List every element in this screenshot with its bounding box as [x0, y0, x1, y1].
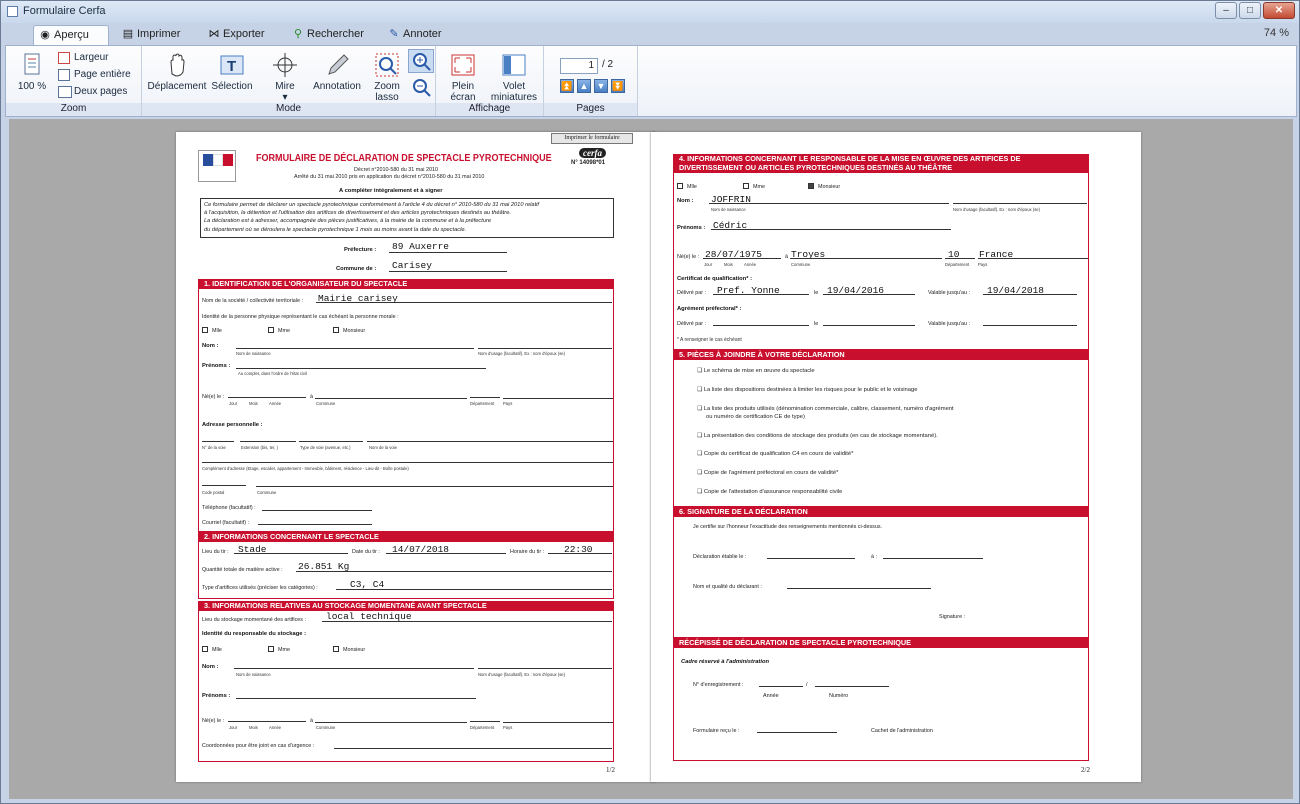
monsieur-label: Monsieur — [343, 328, 366, 334]
mois-hint: Mois — [249, 401, 258, 406]
recu-le-label: Formulaire reçu le : — [693, 728, 740, 734]
nom-usage-hint-2: Nom d'usage (facultatif). Ex : nom d'époux (se) — [478, 672, 566, 677]
mlle-checkbox[interactable] — [202, 327, 208, 333]
type-artifices-value[interactable]: C3, C4 — [350, 579, 385, 590]
birthplace-field[interactable] — [315, 398, 467, 399]
responsable-stockage-label: Identité du responsable du stockage : — [202, 631, 307, 637]
tab-label: Rechercher — [307, 28, 364, 40]
zoom-lasso-label-1: Zoom — [374, 81, 400, 92]
quantite-value[interactable]: 26.851 Kg — [298, 561, 350, 572]
intro-line: Ce formulaire permet de déclarer un spectacle pyrotechnique conformément à l'article 4 du décret n° 2010-580 du 31 mai 2010 relatif — [204, 202, 540, 208]
field-line — [790, 258, 942, 259]
date-tir-value[interactable]: 14/07/2018 — [392, 544, 450, 555]
type-artifices-label: Type d'artifices utilisés (préciser les catégories) : — [202, 585, 318, 591]
next-page-button[interactable] — [594, 79, 608, 93]
plein-label-1: Plein — [451, 81, 475, 92]
lieu-tir-value[interactable]: Stade — [238, 544, 267, 555]
nom-usage-field-2[interactable] — [478, 668, 612, 669]
crosshair-icon — [272, 52, 298, 78]
pays-hint-2: Pays — [503, 725, 513, 730]
last-page-button[interactable] — [611, 79, 625, 93]
tab-label: Exporter — [223, 28, 265, 40]
a-label-3: à — [785, 254, 788, 260]
nom-label-2: Nom : — [202, 664, 219, 670]
birthdate-field[interactable] — [228, 392, 306, 398]
print-form-button[interactable]: Imprimer le formulaire — [551, 133, 633, 144]
country-field[interactable] — [503, 398, 613, 399]
thumbnails-icon — [501, 52, 527, 78]
code-postal-hint: Code postal — [202, 490, 225, 495]
birthdate-value[interactable]: 28/07/1975 — [705, 249, 763, 260]
prenoms-value[interactable]: Cédric — [713, 220, 748, 231]
mire-label: Mire — [275, 81, 295, 92]
chevron-down-icon: ▼ — [596, 81, 606, 91]
field-line — [978, 258, 1088, 259]
page-1 — [176, 132, 656, 782]
mme-checkbox-2[interactable] — [268, 646, 274, 652]
nom-usage-field[interactable] — [478, 348, 612, 349]
nom-usage-hint-3: Nom d'usage (facultatif). Ex : nom d'époux (se) — [953, 207, 1041, 212]
prenoms-hint: Au complet, dans l'ordre de l'état civil — [238, 371, 307, 376]
piece-item-cont: ou numéro de certification CE de type) — [706, 414, 805, 420]
double-chevron-up-icon: ⏫ — [561, 81, 573, 91]
etablie-date-field[interactable] — [767, 558, 855, 559]
field-line — [234, 553, 348, 554]
dept-field[interactable] — [470, 392, 500, 398]
intro-line: à l'acquisition, la détention et l'utilisation des artifices de divertissement et des articles pyrotechniques destinés au théâtre. — [204, 210, 511, 217]
monsieur-checkbox[interactable] — [333, 327, 339, 333]
group-pages — [544, 46, 638, 116]
commune-hint-4: Commune — [791, 262, 811, 267]
eye-icon: ◉ — [40, 29, 50, 41]
telephone-label: Téléphone (facultatif) : — [202, 505, 256, 511]
field-line — [709, 203, 949, 204]
societe-value[interactable]: Mairie carisey — [318, 293, 398, 304]
page-icon — [58, 69, 70, 81]
selection-label: Sélection — [211, 81, 253, 92]
code-postal-field[interactable] — [202, 480, 246, 486]
valable-label: Valable jusqu'au : — [928, 290, 970, 296]
zoom-out-icon — [410, 76, 432, 98]
birthplace-value[interactable]: Troyes — [791, 249, 826, 260]
instruction: A compléter intégralement et à signer — [339, 188, 443, 194]
departement-hint: Département — [470, 401, 495, 406]
complement-field[interactable] — [202, 462, 613, 463]
section-1-header: 1. IDENTIFICATION DE L'ORGANISATEUR DU SPECTACLE — [198, 279, 614, 288]
delivre-par-label-2: Délivré par : — [677, 321, 707, 327]
fullscreen-icon — [450, 52, 476, 78]
recepisse-header: RÉCÉPISSÉ DE DÉCLARATION DE SPECTACLE PYROTECHNIQUE — [673, 638, 1089, 647]
pays-hint: Pays — [503, 401, 513, 406]
field-line — [823, 294, 915, 295]
piece-text: Copie de l'attestation d'assurance responsabilité civile — [703, 489, 843, 495]
close-button[interactable]: ✕ — [1263, 2, 1295, 19]
field-line — [711, 229, 951, 230]
piece-text: La liste des dispositions destinées à limiter les risques pour le public et le voisinage — [703, 387, 918, 393]
piece-text: Copie du certificat de qualification C4 en cours de validité* — [703, 451, 854, 457]
dept-field-2[interactable] — [470, 716, 500, 722]
commune-field[interactable] — [256, 486, 613, 487]
jour-hint-2: Jour — [229, 725, 238, 730]
zoom-percent: 74 % — [1263, 27, 1289, 39]
jour-hint-3: Jour — [704, 262, 713, 267]
field-line — [389, 271, 507, 272]
ne-le-label-2: Né(e) le : — [202, 718, 225, 724]
zoom-out-button[interactable] — [408, 76, 434, 100]
page-entiere-button[interactable] — [58, 68, 131, 82]
piece-item: ❏ Copie du certificat de qualification C4 en cours de validité* — [697, 451, 854, 457]
arrete-line: Arrêté du 31 mai 2010 pris en application du décret n°2010-580 du 31 mai 2010 — [294, 174, 485, 180]
field-line — [983, 294, 1077, 295]
num-voie-field[interactable] — [202, 441, 234, 442]
intro-box — [200, 198, 614, 238]
commune-hint-2: Commune — [257, 490, 277, 495]
cadre-label: Cadre réservé à l'administration — [681, 659, 770, 665]
zoom-value: 100 % — [17, 81, 47, 92]
page-entiere-label: Page entière — [74, 69, 131, 80]
field-line — [389, 252, 507, 253]
piece-item: ❏ La liste des produits utilisés (dénomination commerciale, calibre, classement, numéro d'agrément — [697, 406, 954, 412]
date-tir-label: Date du tir : — [352, 549, 380, 555]
field-line — [548, 553, 612, 554]
telephone-field[interactable] — [262, 510, 372, 511]
zoom-in-button[interactable] — [408, 49, 434, 73]
plein-label-2: écran — [450, 92, 476, 103]
piece-item: ❏ Copie de l'agrément préfectoral en cours de validité* — [697, 470, 839, 476]
width-icon — [58, 52, 70, 64]
nom-voie-hint: Nom de la voie — [369, 445, 397, 450]
nom-label-3: Nom : — [677, 198, 694, 204]
n-enregistrement-label: N° d'enregistrement : — [693, 682, 744, 688]
piece-text: Le schéma de mise en œuvre du spectacle — [703, 368, 815, 374]
tab-exporter[interactable] — [203, 25, 283, 45]
page-zoom-icon — [19, 52, 45, 78]
section-1-box — [198, 288, 614, 532]
page-2 — [651, 132, 1141, 782]
lieu-stockage-label: Lieu du stockage momentané des artifices : — [202, 617, 306, 623]
a-lieu-label: à : — [871, 554, 877, 560]
annee-field[interactable] — [759, 686, 803, 687]
prenoms-field[interactable] — [236, 368, 486, 369]
volet-miniatures-button[interactable] — [488, 52, 540, 103]
group-label-zoom: Zoom — [6, 103, 141, 116]
field-line — [945, 258, 975, 259]
le-label-2: le — [814, 321, 819, 327]
deux-pages-label: Deux pages — [74, 86, 128, 97]
mlle-label-2: Mlle — [212, 647, 222, 653]
mlle-checkbox-3[interactable] — [677, 183, 683, 189]
largeur-button[interactable] — [58, 51, 108, 65]
certificat-valable-value[interactable]: 19/04/2018 — [987, 285, 1045, 296]
zoom-100-button[interactable] — [12, 52, 52, 92]
section-4-header — [673, 154, 1089, 172]
mme-checkbox-3[interactable] — [743, 183, 749, 189]
nom-qualite-label: Nom et qualité du déclarant : — [693, 584, 762, 590]
prenoms-label-3: Prénoms : — [677, 225, 706, 231]
mme-checkbox[interactable] — [268, 327, 274, 333]
etablie-label: Déclaration établie le : — [693, 554, 747, 560]
n-voie-hint: N° de la voie — [202, 445, 226, 450]
certificat-date-value[interactable]: 19/04/2016 — [827, 285, 885, 296]
largeur-label: Largeur — [74, 52, 109, 63]
field-line — [296, 571, 612, 572]
prefecture-value[interactable]: 89 Auxerre — [392, 241, 450, 252]
maximize-button[interactable]: □ — [1239, 2, 1261, 19]
mois-hint-3: Mois — [724, 262, 733, 267]
recu-le-field[interactable] — [757, 732, 837, 733]
adresse-label: Adresse personnelle : — [202, 422, 263, 428]
annee-hint-2: Année — [269, 725, 282, 730]
horaire-value[interactable]: 22:30 — [564, 544, 593, 555]
chevron-up-icon: ▲ — [579, 81, 589, 91]
document-viewer[interactable] — [9, 119, 1293, 799]
mlle-checkbox-2[interactable] — [202, 646, 208, 652]
mme-label-3: Mme — [753, 184, 765, 190]
zoom-in-icon — [410, 50, 432, 72]
minimize-button[interactable]: – — [1215, 2, 1237, 19]
field-line — [316, 302, 612, 303]
country-field-2[interactable] — [503, 722, 613, 723]
annotation-button[interactable] — [310, 52, 364, 92]
piece-item: ❏ Copie de l'attestation d'assurance responsabilité civile — [697, 489, 843, 495]
first-page-button[interactable] — [560, 79, 574, 93]
text-cursor-icon — [219, 52, 245, 78]
dept-value[interactable]: 10 — [948, 249, 960, 260]
nom-naissance-hint-3: Nom de naissance — [711, 207, 746, 212]
app-icon — [7, 6, 18, 17]
selection-button[interactable] — [208, 52, 256, 92]
mme-label: Mme — [278, 328, 290, 334]
cerfa-number: N° 14098*01 — [571, 160, 606, 166]
monsieur-checkbox-3[interactable] — [808, 183, 814, 189]
extension-field[interactable] — [240, 441, 296, 442]
monsieur-label-2: Monsieur — [343, 647, 366, 653]
annee-hint-3: Année — [744, 262, 757, 267]
identity-label: Identité de la personne physique représentant le cas échéant la personne morale : — [202, 314, 399, 320]
agrement-date-field[interactable] — [823, 325, 915, 326]
commune-value[interactable]: Carisey — [392, 260, 432, 271]
piece-item: ❏ Le schéma de mise en œuvre du spectacle — [697, 368, 815, 374]
plein-ecran-button[interactable] — [442, 52, 484, 103]
agrement-valable-field[interactable] — [983, 325, 1077, 326]
annee-hint: Année — [269, 401, 282, 406]
prefecture-label: Préfecture : — [344, 247, 377, 253]
section-6-header: 6. SIGNATURE DE LA DÉCLARATION — [673, 507, 1089, 516]
certificat-label: Certificat de qualification* : — [677, 276, 753, 282]
courriel-field[interactable] — [258, 524, 372, 525]
group-mode — [142, 46, 436, 116]
nom-usage-field-3[interactable] — [953, 203, 1087, 204]
piece-text: La liste des produits utilisés (dénomination commerciale, calibre, classement, numéro d'agrément — [703, 406, 954, 412]
double-chevron-down-icon: ⏬ — [612, 81, 624, 91]
nom-naissance-hint-2: Nom de naissance — [236, 672, 271, 677]
deplacement-button[interactable] — [146, 52, 208, 92]
departement-hint-3: Département — [945, 262, 970, 267]
nom-qualite-field[interactable] — [787, 588, 931, 589]
nom-naissance-hint: Nom de naissance — [236, 351, 271, 356]
group-label-pages: Pages — [544, 103, 637, 116]
valable-label-2: Valable jusqu'au : — [928, 321, 970, 327]
commune-hint: Commune — [316, 401, 336, 406]
lieu-tir-label: Lieu du tir : — [202, 549, 229, 555]
horaire-label: Horaire du tir : — [510, 549, 545, 555]
agrement-delivre-field[interactable] — [713, 325, 809, 326]
piece-item: ❏ La présentation des conditions de stockage des produits (en cas de stockage momentané). — [697, 433, 938, 439]
decret-line: Décret n°2010-580 du 31 mai 2010 — [354, 167, 438, 173]
societe-label: Nom de la société / collectivité territoriale : — [202, 298, 303, 304]
field-line — [336, 589, 612, 590]
prenoms-label: Prénoms : — [202, 363, 231, 369]
commune-hint-3: Commune — [316, 725, 336, 730]
page-number-input[interactable]: 1 — [560, 58, 598, 74]
pays-hint-3: Pays — [978, 262, 988, 267]
field-line — [386, 553, 506, 554]
mme-label-2: Mme — [278, 647, 290, 653]
commune-label: Commune de : — [336, 266, 377, 272]
nom-usage-hint: Nom d'usage (facultatif). Ex : nom d'époux (se) — [478, 351, 566, 356]
type-voie-field[interactable] — [299, 441, 363, 442]
section-6-box — [673, 516, 1089, 638]
piece-text: Copie de l'agrément préfectoral en cours de validité* — [703, 470, 839, 476]
group-zoom — [6, 46, 142, 116]
a-label-2: à — [310, 718, 313, 724]
field-line — [703, 258, 781, 259]
type-voie-hint: Type de voie (avenue, etc.) — [300, 445, 351, 450]
courriel-label: Courriel (facultatif) : — [202, 520, 250, 526]
section-4-title-2: DIVERTISSEMENT OU ARTICLES PYROTECHNIQUES DESTINÉS AU THÉÂTRE — [679, 163, 953, 172]
zoom-lasso-button[interactable] — [368, 52, 406, 103]
ne-le-label-3: Né(e) le : — [677, 254, 700, 260]
jour-hint: Jour — [229, 401, 238, 406]
certifie-text: Je certifie sur l'honneur l'exactitude des renseignements mentionnés ci-dessus. — [693, 524, 883, 530]
monsieur-label-3: Monsieur — [818, 184, 841, 190]
two-pages-icon — [58, 86, 72, 98]
coordonnees-field[interactable] — [334, 748, 612, 749]
cachet-label: Cachet de l'administration — [871, 728, 933, 734]
tab-imprimer[interactable] — [117, 25, 197, 45]
numero-field[interactable] — [815, 686, 889, 687]
birthdate-field-2[interactable] — [228, 716, 306, 722]
prenoms-label-2: Prénoms : — [202, 693, 231, 699]
mire-button[interactable] — [260, 52, 310, 103]
departement-hint-2: Département — [470, 725, 495, 730]
lasso-zoom-icon — [374, 52, 400, 78]
deux-pages-button[interactable] — [58, 85, 127, 99]
tab-label: Imprimer — [137, 28, 181, 40]
delivre-par-label: Délivré par : — [677, 290, 707, 296]
zoom-lasso-label-2: lasso — [375, 92, 399, 103]
intro-line: La déclaration est à adresser, accompagnée des pièces justificatives, à la mairie de la commune et à la préfecture — [204, 218, 492, 225]
deplacement-label: Déplacement — [147, 81, 207, 92]
marianne-logo — [198, 150, 236, 182]
mlle-label-3: Mlle — [687, 184, 697, 190]
group-label-mode: Mode — [142, 103, 435, 116]
country-value[interactable]: France — [979, 249, 1014, 260]
nom-label: Nom : — [202, 343, 219, 349]
ribbon-tabs — [5, 23, 1297, 45]
printer-icon: ▤ — [122, 28, 134, 40]
complement-hint: Complément d'adresse (Etage, escalier, appartement - Immeuble, bâtiment, résidence - Lieu-dit - Boîte postale) — [202, 466, 409, 471]
tab-label: Annoter — [403, 28, 442, 40]
pen-icon: ✎ — [389, 28, 399, 40]
piece-item: ❏ La liste des dispositions destinées à limiter les risques pour le public et le voisinage — [697, 387, 918, 393]
nom-value[interactable]: JOFFRIN — [711, 194, 751, 205]
field-line — [322, 621, 612, 622]
mlle-label: Mlle — [212, 328, 222, 334]
quantite-label: Quantité totale de matière active : — [202, 567, 283, 573]
page-number-2: 2/2 — [1081, 766, 1090, 774]
volet-label-1: Volet — [502, 81, 526, 92]
section-3-header: 3. INFORMATIONS RELATIVES AU STOCKAGE MOMENTANÉ AVANT SPECTACLE — [198, 601, 614, 610]
ne-le-label: Né(e) le : — [202, 394, 225, 400]
renseigner-note: * A renseigner le cas échéant — [677, 337, 742, 343]
annotation-label: Annotation — [313, 81, 361, 92]
annee-hint-4: Année — [763, 693, 779, 699]
ribbon — [5, 45, 1297, 117]
group-label-affichage: Affichage — [436, 103, 543, 116]
extension-hint: Extension (bis, ter, ) — [241, 445, 279, 450]
le-label: le — [814, 290, 819, 296]
signature-label: Signature : — [939, 614, 966, 620]
birthplace-field-2[interactable] — [315, 722, 467, 723]
tab-label: Aperçu — [54, 29, 89, 41]
section-5-header: 5. PIÈCES À JOINDRE À VOTRE DÉCLARATION — [673, 350, 1089, 359]
previous-page-button[interactable] — [577, 79, 591, 93]
certificat-delivre-value[interactable]: Pref. Yonne — [717, 285, 780, 296]
slash: / — [806, 682, 808, 688]
nom-voie-field[interactable] — [367, 441, 613, 442]
mois-hint-2: Mois — [249, 725, 258, 730]
numero-hint: Numéro — [829, 693, 849, 699]
window-title: Formulaire Cerfa — [23, 5, 106, 17]
tab-apercu[interactable] — [33, 25, 109, 45]
page-total: / 2 — [602, 59, 614, 70]
title-bar — [1, 1, 1299, 23]
share-icon: ⋈ — [208, 28, 220, 40]
agrement-label: Agrément préfectoral* : — [677, 306, 742, 312]
section-4-title-1: 4. INFORMATIONS CONCERNANT LE RESPONSABLE DE LA MISE EN ŒUVRE DES ARTIFICES DE — [679, 154, 1021, 163]
tab-annoter[interactable] — [383, 25, 463, 45]
svg-text:T: T — [227, 58, 237, 75]
form-title: FORMULAIRE DE DÉCLARATION DE SPECTACLE PYROTECHNIQUE — [256, 152, 552, 164]
volet-label-2: miniatures — [490, 92, 538, 103]
group-affichage — [436, 46, 544, 116]
pen-icon — [324, 52, 350, 78]
hand-icon — [164, 52, 190, 78]
etablie-lieu-field[interactable] — [883, 558, 983, 559]
page-number: 1/2 — [606, 766, 615, 774]
section-2-header: 2. INFORMATIONS CONCERNANT LE SPECTACLE — [198, 532, 614, 541]
prenoms-field-2[interactable] — [236, 698, 476, 699]
intro-line: du département où se déroulera le spectacle pyrotechnique 1 mois au moins avant la date du spectacle. — [204, 226, 467, 233]
piece-text: La présentation des conditions de stockage des produits (en cas de stockage momentané). — [703, 433, 938, 439]
monsieur-checkbox-2[interactable] — [333, 646, 339, 652]
field-line — [713, 294, 809, 295]
tab-rechercher[interactable] — [287, 25, 375, 45]
cerfa-logo: cerfa — [579, 148, 606, 158]
lieu-stockage-value[interactable]: local technique — [326, 611, 412, 622]
nom-field-2[interactable] — [234, 668, 474, 669]
coordonnees-label: Coordonnées pour être joint en cas d'urgence : — [202, 743, 315, 749]
search-icon: ⚲ — [293, 28, 303, 40]
a-label: à — [310, 394, 313, 400]
nom-field[interactable] — [236, 348, 474, 349]
chevron-down-icon: ▾ — [282, 92, 288, 103]
